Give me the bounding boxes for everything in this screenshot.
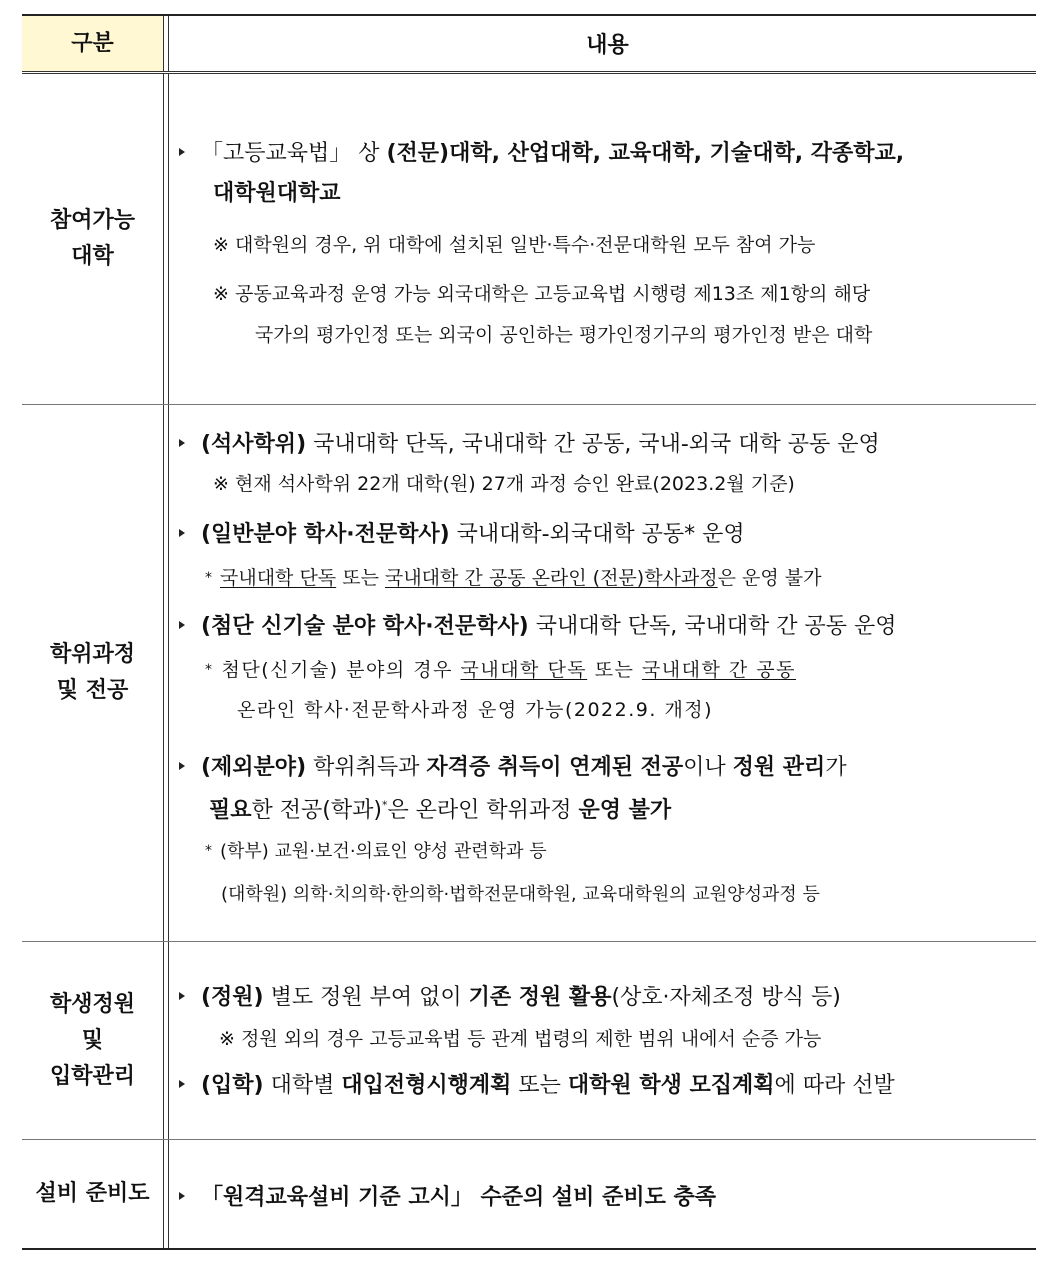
table-header-row <box>22 14 1036 74</box>
text: 또는 <box>511 1073 568 1098</box>
superscript-mark: * <box>381 798 388 812</box>
bullet-line <box>179 136 1028 167</box>
bullet-line <box>179 1180 1028 1211</box>
table-row <box>22 942 1036 1140</box>
bold-text: 대학원 학생 모집계획 <box>567 1073 775 1098</box>
triangle-bullet-icon <box>179 1080 185 1088</box>
row-label-line: 대학 <box>71 244 114 269</box>
bullet-continuation <box>209 793 1028 824</box>
note-line: (대학원) 의학·치의학·한의학·법학전문대학원, 교육대학원의 교원양성과정 등 <box>221 884 820 905</box>
info-table <box>22 14 1036 1250</box>
header-content: 내용 <box>586 33 629 58</box>
bold-text: (정원) <box>201 985 264 1010</box>
triangle-bullet-icon <box>179 439 185 447</box>
row-label-line: 및 전공 <box>56 678 129 703</box>
bold-text: 기존 정원 활용 <box>468 985 612 1010</box>
bold-text: 운영 불가 <box>578 798 672 823</box>
row-label-line: 학생정원 <box>49 991 135 1017</box>
bullet-line <box>179 980 1028 1011</box>
row-label-line: 학위과정 <box>49 642 135 667</box>
bold-text: 필요 <box>209 798 252 823</box>
triangle-bullet-icon <box>179 1192 185 1200</box>
bold-text: (첨단 신기술 분야 학사·전문학사) <box>201 614 529 639</box>
note-line <box>205 563 1028 590</box>
text: 이나 <box>683 755 733 780</box>
bold-text: 대입전형시행계획 <box>341 1073 512 1098</box>
underlined-text: 국내대학 간 공동 <box>641 659 797 681</box>
asterisk-mark: * <box>205 843 212 859</box>
asterisk-mark: * <box>205 570 212 586</box>
text: 한 전공(학과) <box>251 798 382 823</box>
row-label-facility-readiness <box>22 1140 163 1248</box>
text: 은 운영 불가 <box>717 567 822 589</box>
row-label-line: 참여가능 <box>49 208 135 233</box>
note-line <box>205 655 1028 682</box>
row-label-participating-universities <box>22 74 163 404</box>
underlined-text: 국내대학 단독 <box>460 659 588 681</box>
note-line: 온라인 학사·전문학사과정 운영 가능(2022.9. 개정) <box>237 699 714 721</box>
bold-text: 자격증 취득이 연계된 전공 <box>426 755 684 780</box>
row-label-line: 및 <box>81 1027 104 1053</box>
bullet-line <box>179 750 1028 781</box>
triangle-bullet-icon <box>179 762 185 770</box>
note-line: ※ 공동교육과정 운영 가능 외국대학은 고등교육법 시행령 제13조 제1항의 해당 <box>213 283 871 305</box>
text: 「고등교육법」 상 <box>201 141 387 166</box>
bullet-continuation: 대학원대학교 <box>213 181 341 206</box>
note-line: 국가의 평가인정 또는 외국이 공인하는 평가인정기구의 평가인정 받은 대학 <box>255 324 873 346</box>
note-line: ※ 현재 석사학위 22개 대학(원) 27개 과정 승인 완료(2023.2월 기준) <box>213 473 795 495</box>
asterisk-mark: * <box>205 662 214 678</box>
bold-text: (전문)대학, 산업대학, 교육대학, 기술대학, 각종학교, <box>386 141 905 166</box>
text: 에 따라 선발 <box>774 1073 895 1098</box>
text: 은 온라인 학위과정 <box>387 798 579 823</box>
row-content <box>169 74 1036 404</box>
text: 학위취득과 <box>306 755 427 780</box>
row-content <box>169 942 1036 1139</box>
row-label-line: 설비 준비도 <box>35 1181 150 1206</box>
row-label-line: 입학관리 <box>49 1063 135 1089</box>
bullet-line <box>179 609 1028 640</box>
text: 별도 정원 부여 없이 <box>263 985 469 1010</box>
text: 국내대학-외국대학 공동* 운영 <box>449 522 745 547</box>
table-row <box>22 1140 1036 1250</box>
text: 또는 <box>587 659 642 681</box>
text: 첨단(신기술) 분야의 경우 <box>221 659 461 681</box>
text: 또는 <box>336 567 385 589</box>
bold-text: (제외분야) <box>201 755 307 780</box>
text: 국내대학 단독, 국내대학 간 공동, 국내-외국 대학 공동 운영 <box>306 432 880 457</box>
bold-text: (석사학위) <box>201 432 307 457</box>
triangle-bullet-icon <box>179 992 185 1000</box>
row-label-enrollment-admission <box>22 942 163 1139</box>
bold-text: 「원격교육설비 기준 고시」 수준의 설비 준비도 충족 <box>201 1185 716 1210</box>
row-label-degree-programs <box>22 405 163 941</box>
text: 가 <box>825 755 847 780</box>
triangle-bullet-icon <box>179 148 185 156</box>
row-content <box>169 1140 1036 1248</box>
table-row <box>22 405 1036 942</box>
text: 대학별 <box>263 1073 342 1098</box>
text: (학부) 교원·보건·의료인 양성 관련학과 등 <box>220 841 547 862</box>
text: (상호·자체조정 방식 등) <box>611 985 841 1010</box>
header-category: 구분 <box>22 16 163 71</box>
bold-text: 정원 관리 <box>732 755 826 780</box>
note-line: ※ 정원 외의 경우 고등교육법 등 관계 법령의 제한 범위 내에서 순증 가능 <box>219 1028 822 1050</box>
note-line <box>205 837 1028 863</box>
bullet-line <box>179 1068 1028 1099</box>
bold-text: (입학) <box>201 1073 264 1098</box>
triangle-bullet-icon <box>179 621 185 629</box>
row-content <box>169 405 1036 941</box>
table-row <box>22 74 1036 405</box>
text: 국내대학 단독, 국내대학 간 공동 운영 <box>528 614 897 639</box>
bold-text: (일반분야 학사·전문학사) <box>201 522 450 547</box>
underlined-text: 국내대학 간 공동 온라인 (전문)학사과정 <box>384 567 718 589</box>
triangle-bullet-icon <box>179 529 185 537</box>
underlined-text: 국내대학 단독 <box>220 567 337 589</box>
bullet-line <box>179 427 1028 458</box>
bullet-line <box>179 517 1028 548</box>
note-line: ※ 대학원의 경우, 위 대학에 설치된 일반·특수·전문대학원 모두 참여 가능 <box>213 234 816 256</box>
